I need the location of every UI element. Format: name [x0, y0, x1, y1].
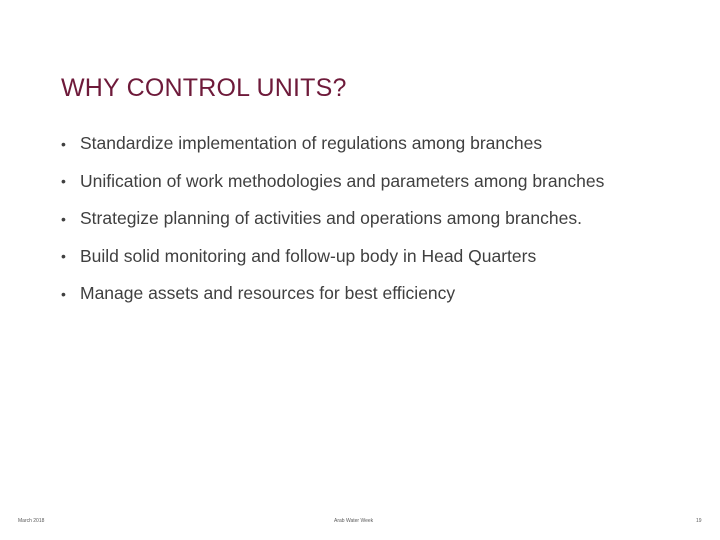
slide-title: WHY CONTROL UNITS? [61, 74, 347, 102]
bullet-text: Standardize implementation of regulations among branches [80, 133, 543, 153]
bullet-dot-icon: • [61, 173, 66, 189]
bullet-dot-icon: • [61, 135, 66, 152]
bullet-dot-icon: • [61, 285, 66, 302]
bullet-text: Manage assets and resources for best efficiency [80, 283, 456, 303]
bullet-dot-icon: • [61, 210, 66, 227]
bullet-text: Build solid monitoring and follow-up body in Head Quarters [80, 245, 537, 266]
bullet-text: Strategize planning of activities and operations among branches. [80, 208, 582, 228]
footer-date: March 2018 [18, 518, 45, 524]
bullet-item [61, 241, 604, 272]
bullet-list [61, 128, 604, 316]
footer-event-name: Arab Water Week [334, 518, 374, 524]
bullet-text: Unification of work methodologies and parameters among branches [80, 170, 605, 191]
bullet-dot-icon: • [61, 248, 66, 264]
page-number: 19 [696, 518, 702, 524]
bullet-item [61, 203, 604, 234]
bullet-item [61, 278, 604, 309]
bullet-item [61, 128, 604, 159]
bullet-item [61, 166, 604, 197]
